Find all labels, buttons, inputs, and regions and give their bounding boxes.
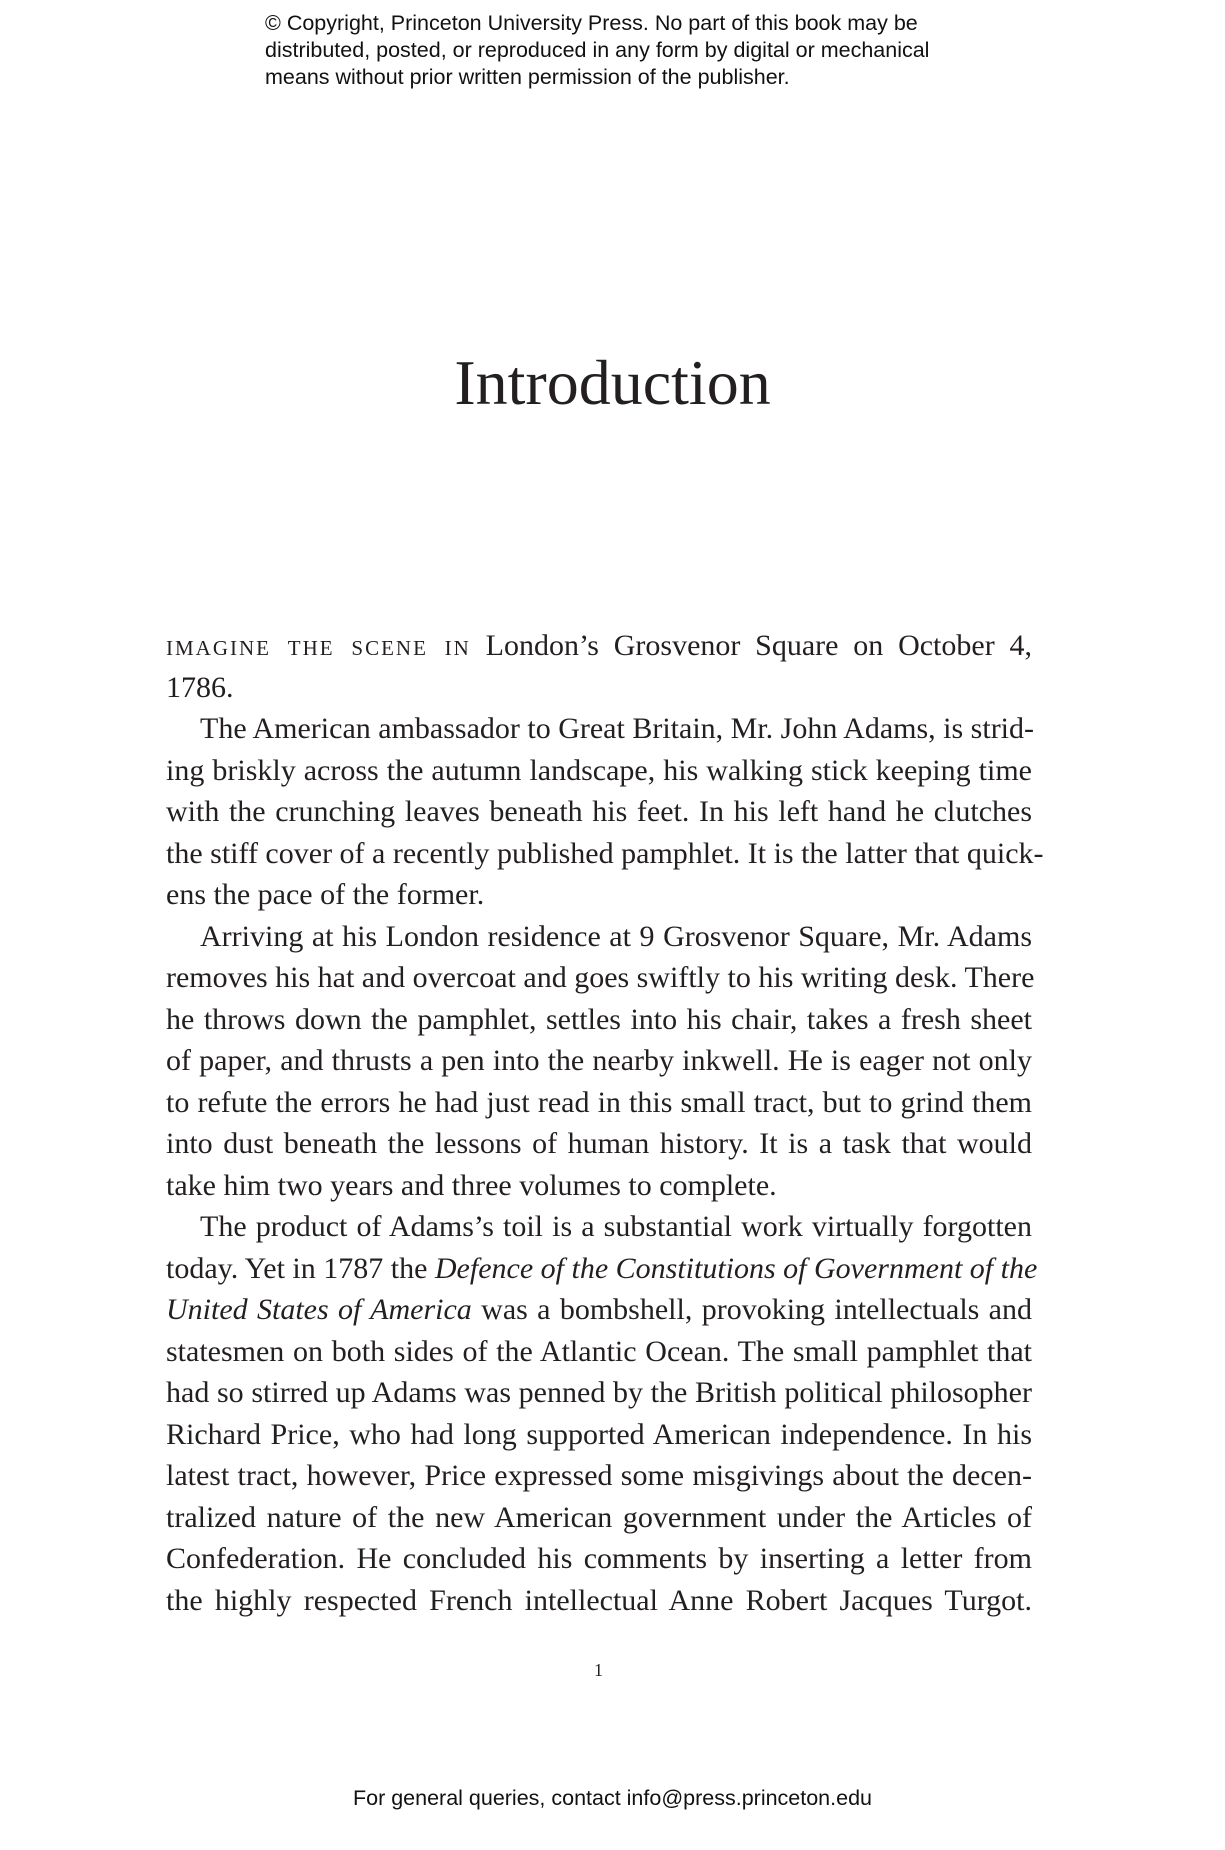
text-line: Richard Price, who had long supported American independence. In his [166,1417,1032,1451]
text-fragment: today. Yet in 1787 the [166,1251,435,1285]
book-title-italic: United States of America [166,1293,472,1326]
text-line: to refute the errors he had just read in this small tract, but to grind them [166,1085,1032,1119]
text-line [166,1289,1032,1331]
text-line: take him two years and three volumes to complete. [166,1168,777,1202]
text-line: Confederation. He concluded his comments by inserting a letter from [166,1542,1032,1575]
text-line: ing briskly across the autumn landscape, his walking stick keeping time [166,753,1032,787]
copyright-line: means without prior written permission of the publisher. [265,65,790,89]
paragraph-2 [166,708,1044,916]
text-line [166,625,1032,667]
text-line: statesmen on both sides of the Atlantic Ocean. The small pamphlet that [166,1334,1032,1368]
text-line: tralized nature of the new American government under the Articles of [166,1500,1032,1534]
text-line: he throws down the pamphlet, settles into his chair, takes a fresh sheet [166,1002,1032,1036]
text-line [166,1248,1038,1290]
paragraph-1 [166,625,1032,708]
copyright-notice [265,10,1025,91]
text-line: Arriving at his London residence at 9 Grosvenor Square, Mr. Adams [200,919,1032,953]
text-line: ens the pace of the former. [166,878,485,911]
text-line: the highly respected French intellectual Anne Robert Jacques Turgot. [166,1583,1032,1617]
text-fragment: was a bombshell, provoking intellectuals and [471,1293,1033,1326]
book-title-italic: Defence of the Constitutions of Government of the [434,1251,1038,1285]
text-line: latest tract, however, Price expressed some misgivings about the decen- [166,1459,1032,1492]
text-line: The product of Adams’s toil is a substantial work virtually forgotten [200,1210,1032,1243]
lead-in-smallcaps: imagine the scene in [166,629,471,662]
body-text [166,625,1044,1621]
copyright-line: distributed, posted, or reproduced in any form by digital or mechanical [265,38,930,62]
footer-contact: For general queries, contact info@press.princeton.edu [352,1786,872,1810]
page-number: 1 [594,1660,603,1680]
text-line: had so stirred up Adams was penned by the British political philosopher [166,1376,1032,1409]
paragraph-3 [166,916,1035,1207]
text-line: The American ambassador to Great Britain, Mr. John Adams, is strid- [200,712,1035,745]
text-line: removes his hat and overcoat and goes swiftly to his writing desk. There [166,961,1035,994]
text-line: into dust beneath the lessons of human history. It is a task that would [166,1127,1032,1160]
paragraph-4 [166,1206,1038,1621]
text-line: of paper, and thrusts a pen into the nearby inkwell. He is eager not only [166,1044,1032,1077]
text-fragment: London’s Grosvenor Square on October 4, [470,629,1032,662]
text-line: 1786. [166,670,234,704]
copyright-line: © Copyright, Princeton University Press. No part of this book may be [265,11,918,35]
chapter-title: Introduction [454,347,771,418]
text-line: the stiff cover of a recently published pamphlet. It is the latter that quick- [166,836,1044,870]
text-line: with the crunching leaves beneath his feet. In his left hand he clutches [166,795,1032,828]
